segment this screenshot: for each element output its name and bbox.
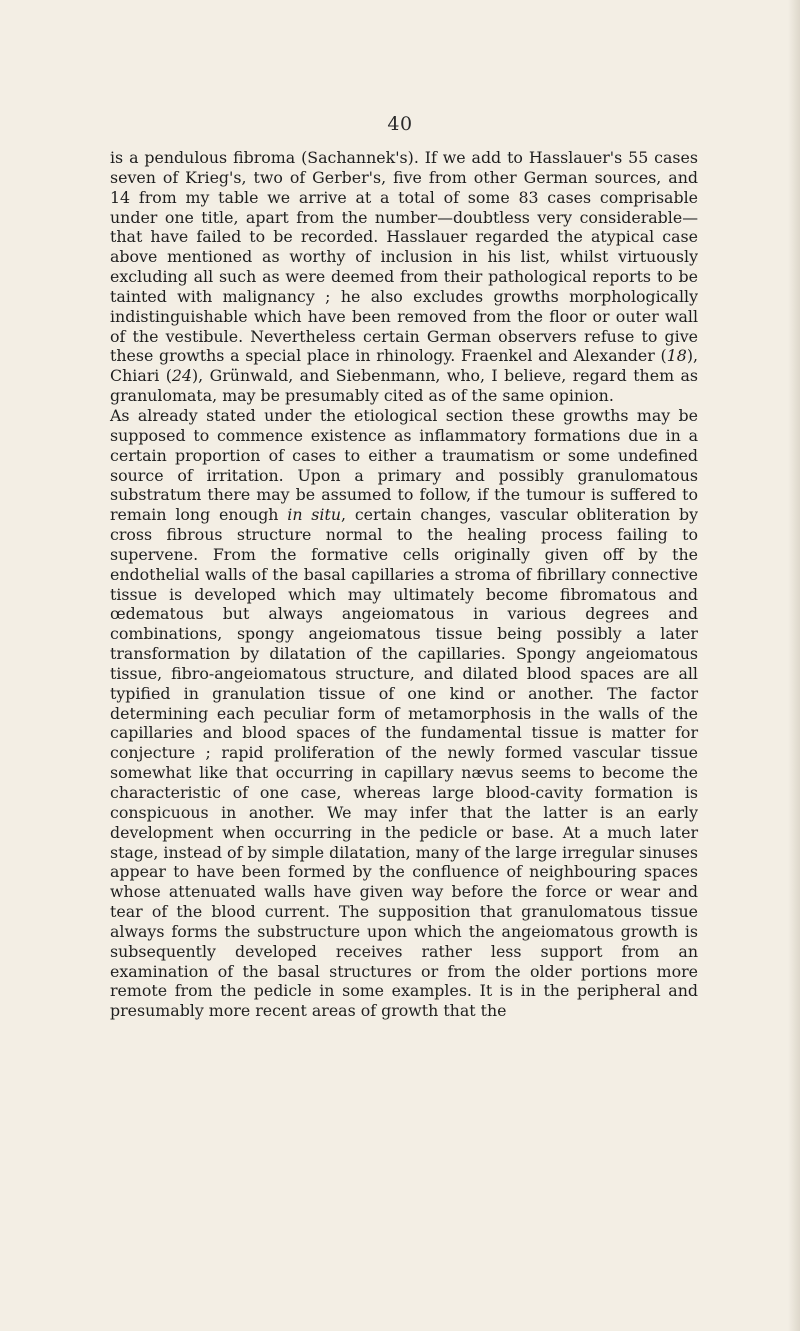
page-number: 40: [387, 113, 413, 135]
page-edge-shadow: [788, 0, 800, 1331]
citation-number: 24: [171, 366, 193, 386]
paragraph-2: [110, 406, 698, 1021]
citation-number: 18: [666, 346, 687, 366]
paragraph-1-text: ), Grünwald, and Siebenmann, who, I believe, regard them as granulomata, may be presumably cited as of the same opinion.: [110, 366, 698, 406]
paragraph-1-text: is a pendulous fibroma (Sachannek's). If we add to Hasslauer's 55 cases seven of Krieg's, two of Gerber's, five from other German sources, and 14 from my table we arrive at a total of some 83 cases comprisable under one title, apart from the number—doubtless very considerable—that have failed to be recorded. Hasslauer regarded the atypical case above mentioned as worthy of inclusion in his list, whilst virtuously excluding all such as were deemed from their pathological reports to be tainted with malignancy ; he also excludes growths morphologically indistinguishable which have been removed from the floor or outer wall of the vestibule. Nevertheless certain German observers refuse to give these growths a special place in rhinology. Fraenkel and Alexander (: [110, 148, 698, 366]
latin-phrase: in situ: [287, 505, 341, 525]
body-text: [110, 148, 698, 1021]
paragraph-1-text: ), Chiari (: [110, 346, 698, 386]
paragraph-2-text: , certain changes, vascular obliteration by cross fibrous structure normal to the healing process failing to supervene. From the formative cells originally given off by the endothelial walls of the basal capillaries a stroma of fibrillary connective tissue is developed which may ultimately become fibromatous and œdematous but always angeiomatous in various degrees and combinations, spongy angeiomatous tissue being possibly a later transformation by dilatation of the capillaries. Spongy angeiomatous tissue, fibro-angeiomatous structure, and dilated blood spaces are all typified in granulation tissue of one kind or another. The factor determining each peculiar form of metamorphosis in the walls of the capillaries and blood spaces of the fundamental tissue is matter for conjecture ; rapid proliferation of the newly formed vascular tissue somewhat like that occurring in capillary nævus seems to become the characteristic of one case, whereas large blood-cavity formation is conspicuous in another. We may infer that the latter is an early development when occurring in the pedicle or base. At a much later stage, instead of by simple dilatation, many of the large irregular sinuses appear to have been formed by the confluence of neighbouring spaces whose attenuated walls have given way before the force or wear and tear of the blood current. The supposition that granulomatous tissue always forms the substructure upon which the angeiomatous growth is subsequently developed receives rather less support from an examination of the basal structures or from the older portions more remote from the pedicle in some examples. It is in the peripheral and presumably more recent areas of growth that the: [110, 505, 698, 1021]
paragraph-2-text: As already stated under the etiological section these growths may be supposed to commence existence as inflammatory formations due in a certain proportion of cases to either a traumatism or some undefined source of irritation. Upon a primary and possibly granulomatous substratum there may be assumed to follow, if the tumour is suffered to remain long enough: [110, 405, 698, 525]
paragraph-1: [110, 148, 698, 406]
